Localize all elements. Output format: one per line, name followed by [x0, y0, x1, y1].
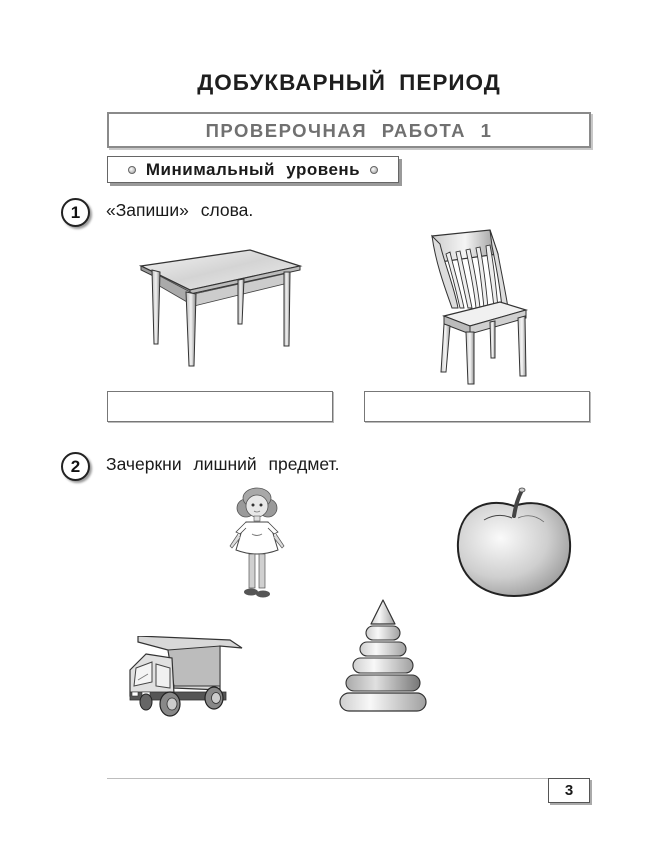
level-label: Минимальный уровень: [145, 159, 361, 179]
task-2-instruction: Зачеркни лишний предмет.: [106, 454, 340, 474]
dump-truck-picture[interactable]: [126, 636, 244, 718]
task-1-instruction: «Запиши» слова.: [106, 200, 254, 220]
footer-divider: [107, 778, 590, 779]
answer-box-table[interactable]: [107, 391, 333, 422]
answer-box-chair[interactable]: [364, 391, 590, 422]
page-number: 3: [548, 778, 590, 803]
test-title-box: [107, 112, 591, 148]
chair-picture[interactable]: [430, 226, 530, 386]
level-badge: [107, 156, 399, 183]
test-title: ПРОВЕРОЧНАЯ РАБОТА 1: [205, 120, 493, 141]
doll-picture[interactable]: [222, 484, 292, 602]
pyramid-toy-picture[interactable]: [338, 596, 428, 714]
bullet-icon: [128, 166, 136, 174]
page-title: ДОБУКВАРНЫЙ ПЕРИОД: [197, 70, 501, 95]
table-picture[interactable]: [138, 246, 303, 368]
bullet-icon: [370, 166, 378, 174]
apple-picture[interactable]: [452, 484, 576, 600]
task-number-2: 2: [61, 452, 90, 481]
task-number-1: 1: [61, 198, 90, 227]
